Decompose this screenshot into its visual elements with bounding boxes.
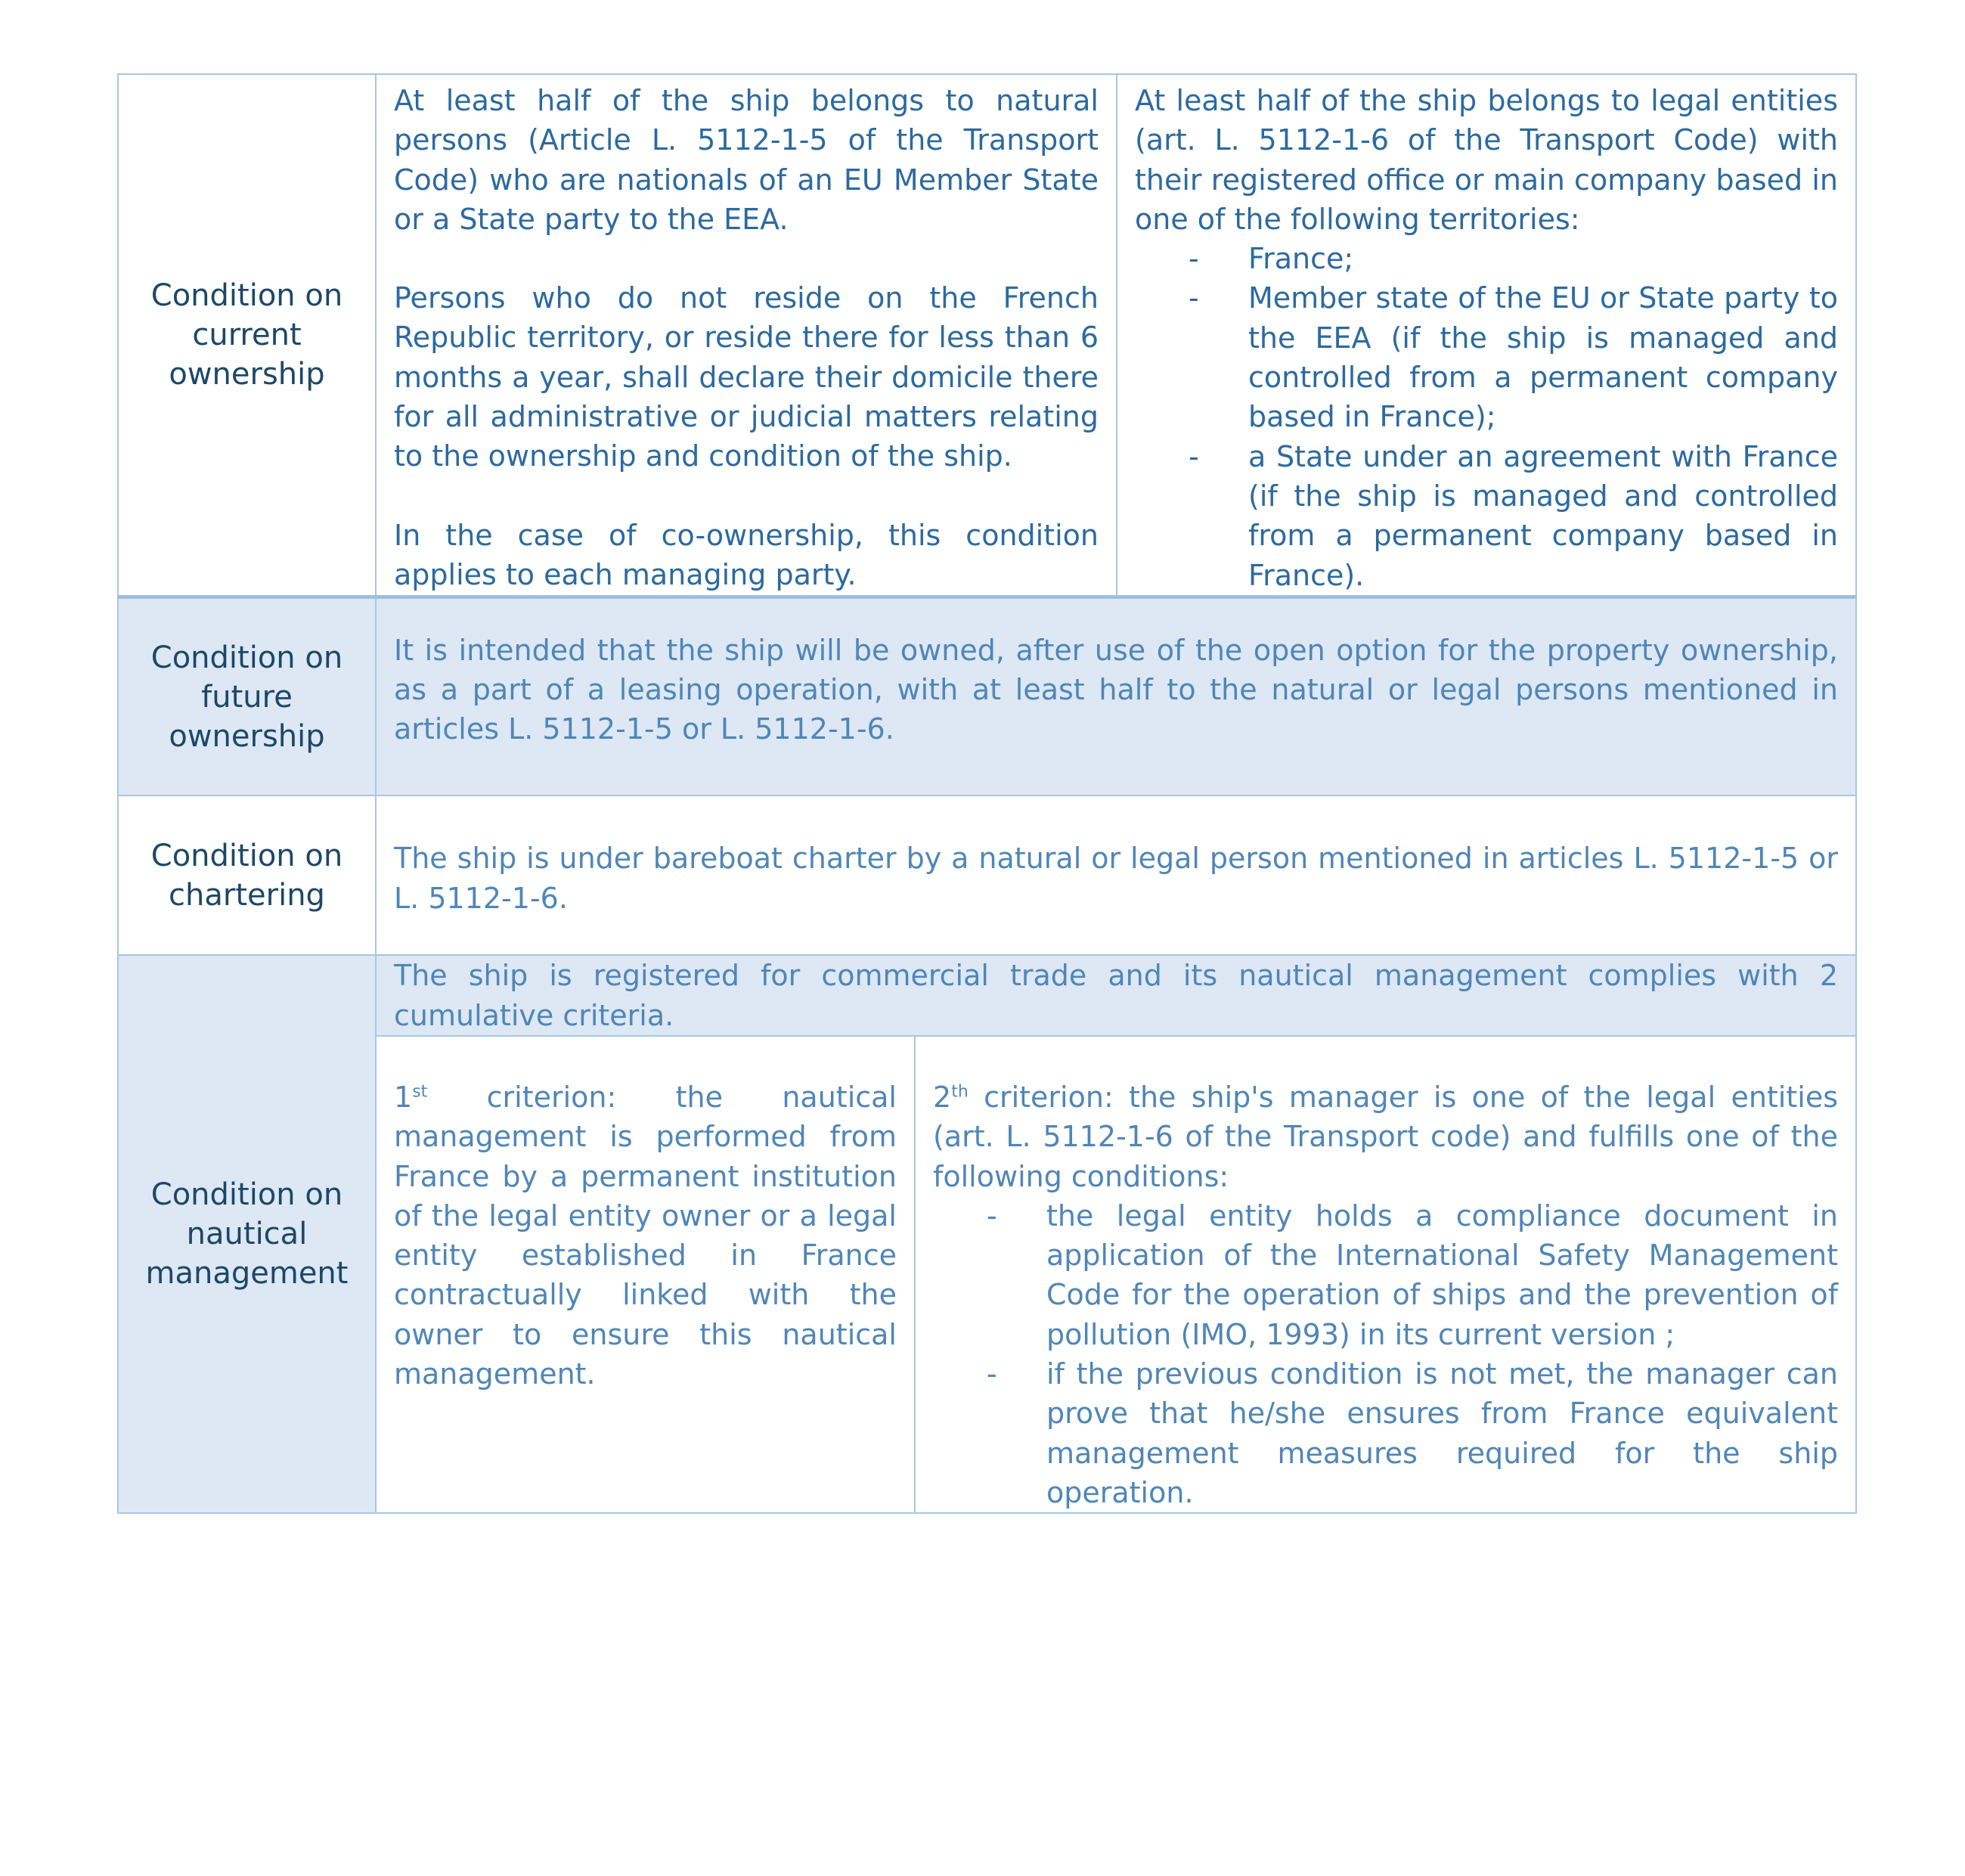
chartering-text: The ship is under bareboat charter by a natural or legal person mentioned in articles L. 5112-1-5 or L. 5112-1-6. xyxy=(394,842,1838,915)
nautical-management-content xyxy=(376,955,1856,1513)
dash-bullet: - xyxy=(1189,281,1199,315)
nautical-intro-cell xyxy=(377,956,1855,1036)
row-chartering xyxy=(118,795,1856,955)
row-label-chartering: Condition on chartering xyxy=(118,795,376,955)
row-current-ownership xyxy=(118,74,1856,597)
chartering-content xyxy=(376,795,1856,955)
future-ownership-content xyxy=(376,597,1856,795)
row-label-current-ownership: Condition on current ownership xyxy=(118,74,376,597)
row-label-future-ownership: Condition on future ownership xyxy=(118,597,376,795)
natural-persons-para-1: At least half of the ship belongs to natural persons (Article L. 5112-1-5 of the Transport Code) who are nationals of an EU Member State or a State party to the EEA. xyxy=(394,84,1099,236)
legal-entities-cell xyxy=(1117,75,1855,595)
list-item: - if the previous condition is not met, the manager can prove that he/she ensures from France equivalent management measures required for the ship operation. xyxy=(1046,1354,1838,1512)
territories-list xyxy=(1135,239,1838,595)
dash-bullet: - xyxy=(1189,439,1199,473)
dash-bullet: - xyxy=(987,1357,997,1391)
dash-bullet: - xyxy=(1189,242,1199,276)
row-future-ownership xyxy=(118,597,1856,795)
current-ownership-subtable xyxy=(377,75,1855,595)
conditions-table xyxy=(117,73,1857,1514)
legal-entities-intro: At least half of the ship belongs to legal entities (art. L. 5112-1-6 of the Transport Code) with their registered office or main company based in one of the following territories: xyxy=(1135,84,1838,236)
criterion-1-cell xyxy=(377,1036,915,1512)
list-item: - a State under an agreement with France (if the ship is managed and controlled from a permanent company based in France). xyxy=(1248,437,1838,595)
future-ownership-text: It is intended that the ship will be owned, after use of the open option for the property ownership, as a part of a leasing operation, with at least half to the natural or legal persons mentioned in articles L. 5112-1-5 or L. 5112-1-6. xyxy=(394,633,1838,746)
dash-bullet: - xyxy=(987,1198,997,1233)
current-ownership-content xyxy=(376,74,1856,597)
natural-persons-para-2: Persons who do not reside on the French Republic territory, or reside there for less than 6 months a year, shall declare their domicile there for all administrative or judicial matters relating to the ownership and condition of the ship. xyxy=(394,281,1099,473)
list-item: - France; xyxy=(1248,239,1838,278)
criterion-2-cell xyxy=(915,1036,1855,1512)
nautical-intro-text: The ship is registered for commercial trade and its nautical management complies with 2 cumulative criteria. xyxy=(394,959,1838,1032)
criterion-1-text: 1st criterion: the nautical management is performed from France by a permanent institution of the legal entity owner or a legal entity established in France contractually linked with the owner to ensure this nautical management. xyxy=(394,1080,897,1391)
list-item: - the legal entity holds a compliance document in application of the International Safety Management Code for the operation of ships and the prevention of pollution (IMO, 1993) in its current version ; xyxy=(1046,1196,1838,1354)
criterion-2-conditions xyxy=(933,1196,1838,1512)
nautical-subtable xyxy=(377,956,1855,1512)
criterion-2-text: 2th criterion: the ship's manager is one of the legal entities (art. L. 5112-1-6 of the Transport code) and fulfills one of the following conditions: xyxy=(933,1080,1838,1193)
row-label-nautical-management: Condition on nautical management xyxy=(118,955,376,1513)
natural-persons-cell xyxy=(377,75,1117,595)
natural-persons-para-3: In the case of co-ownership, this condition applies to each managing party. xyxy=(394,518,1099,591)
list-item: - Member state of the EU or State party to the EEA (if the ship is managed and controlled from a permanent company based in France); xyxy=(1248,278,1838,436)
row-nautical-management xyxy=(118,955,1856,1513)
